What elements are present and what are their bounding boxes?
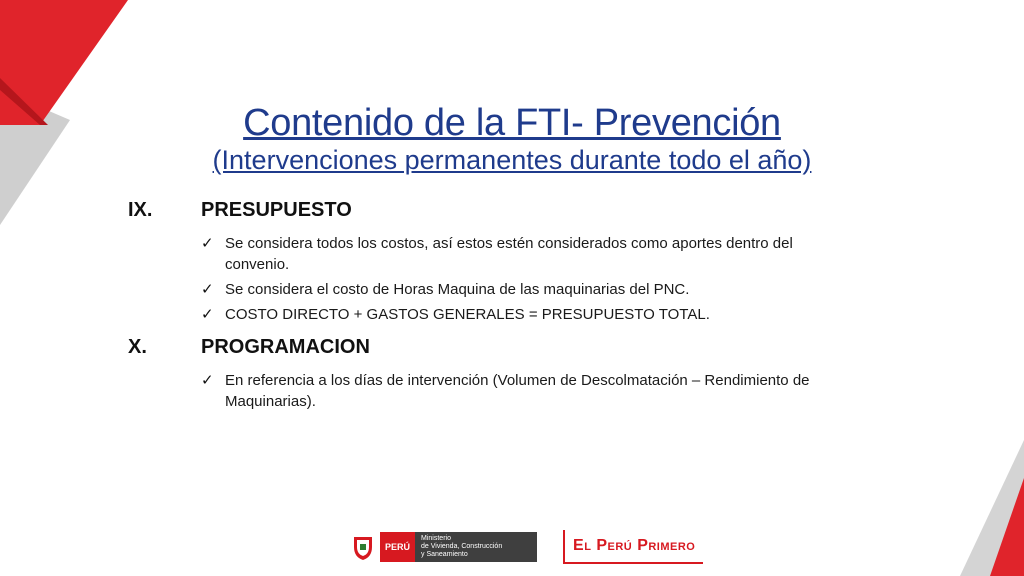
slogan-logo: El Perú Primero bbox=[563, 530, 703, 564]
bullet-list bbox=[201, 233, 888, 325]
list-item-text: COSTO DIRECTO + GASTOS GENERALES = PRESUPUESTO TOTAL. bbox=[225, 306, 710, 323]
peru-label: PERÚ bbox=[380, 532, 415, 562]
ministry-line: Ministerio bbox=[421, 535, 451, 542]
section-presupuesto bbox=[128, 199, 888, 329]
section-header bbox=[128, 199, 888, 227]
list-item-text: Se considera todos los costos, así estos estén considerados como aportes dentro del convenio. bbox=[225, 235, 793, 273]
check-icon: ✓ bbox=[201, 281, 214, 298]
check-icon: ✓ bbox=[201, 372, 214, 389]
section-number: X. bbox=[128, 336, 147, 358]
section-heading: PROGRAMACION bbox=[201, 336, 370, 358]
section-number: IX. bbox=[128, 199, 153, 221]
list-item bbox=[201, 279, 888, 300]
list-item bbox=[201, 304, 888, 325]
section-programacion bbox=[128, 336, 888, 416]
coat-of-arms-icon bbox=[352, 533, 374, 561]
footer-logos bbox=[352, 530, 703, 564]
check-icon: ✓ bbox=[201, 235, 214, 252]
slide-subtitle: (Intervenciones permanentes durante todo el año) bbox=[212, 145, 812, 175]
section-heading: PRESUPUESTO bbox=[201, 199, 352, 221]
list-item bbox=[201, 370, 888, 412]
list-item-text: En referencia a los días de intervención (Volumen de Descolmatación – Rendimiento de Maquinarias). bbox=[225, 372, 810, 410]
ministry-line: y Saneamiento bbox=[421, 551, 468, 558]
red-bottom-right-shape bbox=[990, 478, 1024, 576]
ministry-label bbox=[415, 532, 537, 562]
gray-bottom-right-shape bbox=[960, 440, 1024, 576]
slide-title: Contenido de la FTI- Prevención bbox=[243, 102, 781, 144]
check-icon: ✓ bbox=[201, 306, 214, 323]
ministry-line: de Vivienda, Construcción bbox=[421, 543, 503, 550]
list-item bbox=[201, 233, 888, 275]
section-header bbox=[128, 336, 888, 364]
list-item-text: Se considera el costo de Horas Maquina de las maquinarias del PNC. bbox=[225, 281, 690, 298]
bullet-list bbox=[201, 370, 888, 412]
